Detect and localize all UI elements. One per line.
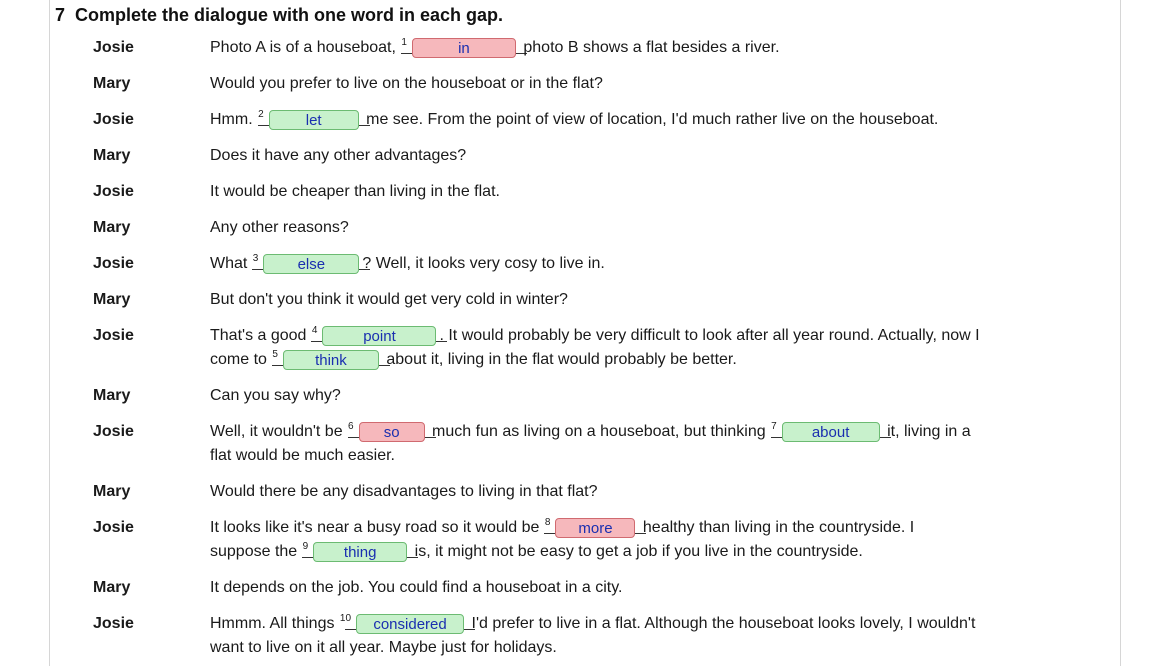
speaker-name: Josie: [93, 183, 134, 200]
answer-gap-4-correct[interactable]: point: [322, 326, 436, 346]
dialogue-text: It looks like it's near a busy road so it would be: [210, 519, 544, 536]
dialogue-line: [210, 576, 622, 600]
dialogue-text: me see. From the point of view of location, I'd much rather live on the houseboat.: [361, 111, 939, 128]
speaker-name: Mary: [93, 579, 131, 596]
page-border-right: [1120, 0, 1121, 666]
dialogue-text: come to: [210, 351, 272, 368]
speaker-name: Josie: [93, 615, 134, 632]
dialogue-line-continued: [210, 540, 863, 566]
dialogue-text: . It would probably be very difficult to look after all year round. Actually, now I: [439, 327, 980, 344]
answer-gap-1-incorrect[interactable]: in: [412, 38, 516, 58]
answer-gap-9-correct[interactable]: thing: [313, 542, 407, 562]
gap-number: 9: [302, 541, 309, 552]
speaker-name: Mary: [93, 219, 131, 236]
gap-number: 10: [339, 613, 352, 624]
dialogue-text: flat would be much easier.: [210, 447, 395, 464]
answer-gap-3-correct[interactable]: else: [263, 254, 359, 274]
dialogue-text: Hmmm. All things: [210, 615, 339, 632]
dialogue-text: Would you prefer to live on the houseboat or in the flat?: [210, 75, 603, 92]
speaker-name: Mary: [93, 291, 131, 308]
speaker-name: Josie: [93, 111, 134, 128]
speaker-name: Mary: [93, 147, 131, 164]
speaker-name: Mary: [93, 387, 131, 404]
dialogue-line: [210, 384, 341, 408]
gap-number: 7: [771, 421, 777, 432]
dialogue-line: [210, 108, 938, 134]
dialogue-line: [210, 420, 971, 446]
dialogue-text: healthy than living in the countryside. I: [638, 519, 915, 536]
speaker-name: Josie: [93, 327, 134, 344]
gap-number: 2: [258, 109, 264, 120]
dialogue-text: Well, it wouldn't be: [210, 423, 348, 440]
dialogue-line: [210, 144, 466, 168]
dialogue-line: [210, 612, 975, 638]
dialogue-text: I'd prefer to live in a flat. Although the houseboat looks lovely, I wouldn't: [467, 615, 976, 632]
dialogue-text: What: [210, 255, 252, 272]
dialogue-line: [210, 288, 568, 312]
speaker-name: Josie: [93, 255, 134, 272]
dialogue-text: ? Well, it looks very cosy to live in.: [362, 255, 605, 272]
dialogue-line: [210, 72, 603, 96]
gap-number: 8: [544, 517, 551, 528]
dialogue-text: suppose the: [210, 543, 302, 560]
dialogue-line: [210, 480, 598, 504]
dialogue-text: Would there be any disadvantages to living in that flat?: [210, 483, 598, 500]
dialogue-text: about it, living in the flat would probably be better.: [381, 351, 737, 368]
dialogue-text: photo B shows a flat besides a river.: [518, 39, 780, 56]
dialogue-text: Photo A is of a houseboat,: [210, 39, 401, 56]
dialogue-text: Can you say why?: [210, 387, 341, 404]
answer-gap-8-incorrect[interactable]: more: [555, 518, 635, 538]
gap-number: 5: [272, 349, 278, 360]
speaker-name: Josie: [93, 423, 134, 440]
dialogue-text: It depends on the job. You could find a houseboat in a city.: [210, 579, 623, 596]
dialogue-text: Does it have any other advantages?: [210, 147, 467, 164]
gap-number: 3: [252, 253, 259, 264]
speaker-name: Josie: [93, 39, 134, 56]
answer-gap-7-correct[interactable]: about: [782, 422, 880, 442]
speaker-name: Mary: [93, 483, 131, 500]
dialogue-line-continued: [210, 348, 737, 374]
speaker-name: Mary: [93, 75, 131, 92]
answer-gap-5-correct[interactable]: think: [283, 350, 379, 370]
gap-number: 6: [348, 421, 354, 432]
dialogue-text: is, it might not be easy to get a job if you live in the countryside.: [410, 543, 863, 560]
answer-gap-2-correct[interactable]: let: [269, 110, 359, 130]
dialogue-line: [210, 36, 780, 62]
answer-gap-6-incorrect[interactable]: so: [359, 422, 425, 442]
dialogue-line-continued: [210, 636, 557, 660]
dialogue-text: it, living in a: [882, 423, 971, 440]
dialogue-text: much fun as living on a houseboat, but thinking: [427, 423, 771, 440]
dialogue-line: [210, 324, 980, 350]
answer-gap-10-correct[interactable]: considered: [356, 614, 464, 634]
dialogue-text: Hmm.: [210, 111, 258, 128]
exercise-instruction: Complete the dialogue with one word in each gap.: [75, 5, 504, 25]
dialogue-text: But don't you think it would get very cold in winter?: [210, 291, 568, 308]
page-border-left: [49, 0, 50, 666]
gap-number: 4: [311, 325, 318, 336]
dialogue-line: [210, 180, 500, 204]
dialogue-text: That's a good: [210, 327, 311, 344]
dialogue-line-continued: [210, 444, 395, 468]
exercise-number: 7: [55, 5, 66, 25]
dialogue-line: [210, 516, 914, 542]
dialogue-text: It would be cheaper than living in the flat.: [210, 183, 500, 200]
dialogue-line: [210, 216, 349, 240]
exercise-title: [55, 5, 503, 26]
dialogue-text: want to live on it all year. Maybe just for holidays.: [210, 639, 557, 656]
speaker-name: Josie: [93, 519, 134, 536]
gap-number: 1: [401, 37, 407, 48]
dialogue-text: Any other reasons?: [210, 219, 349, 236]
dialogue-line: [210, 252, 605, 278]
